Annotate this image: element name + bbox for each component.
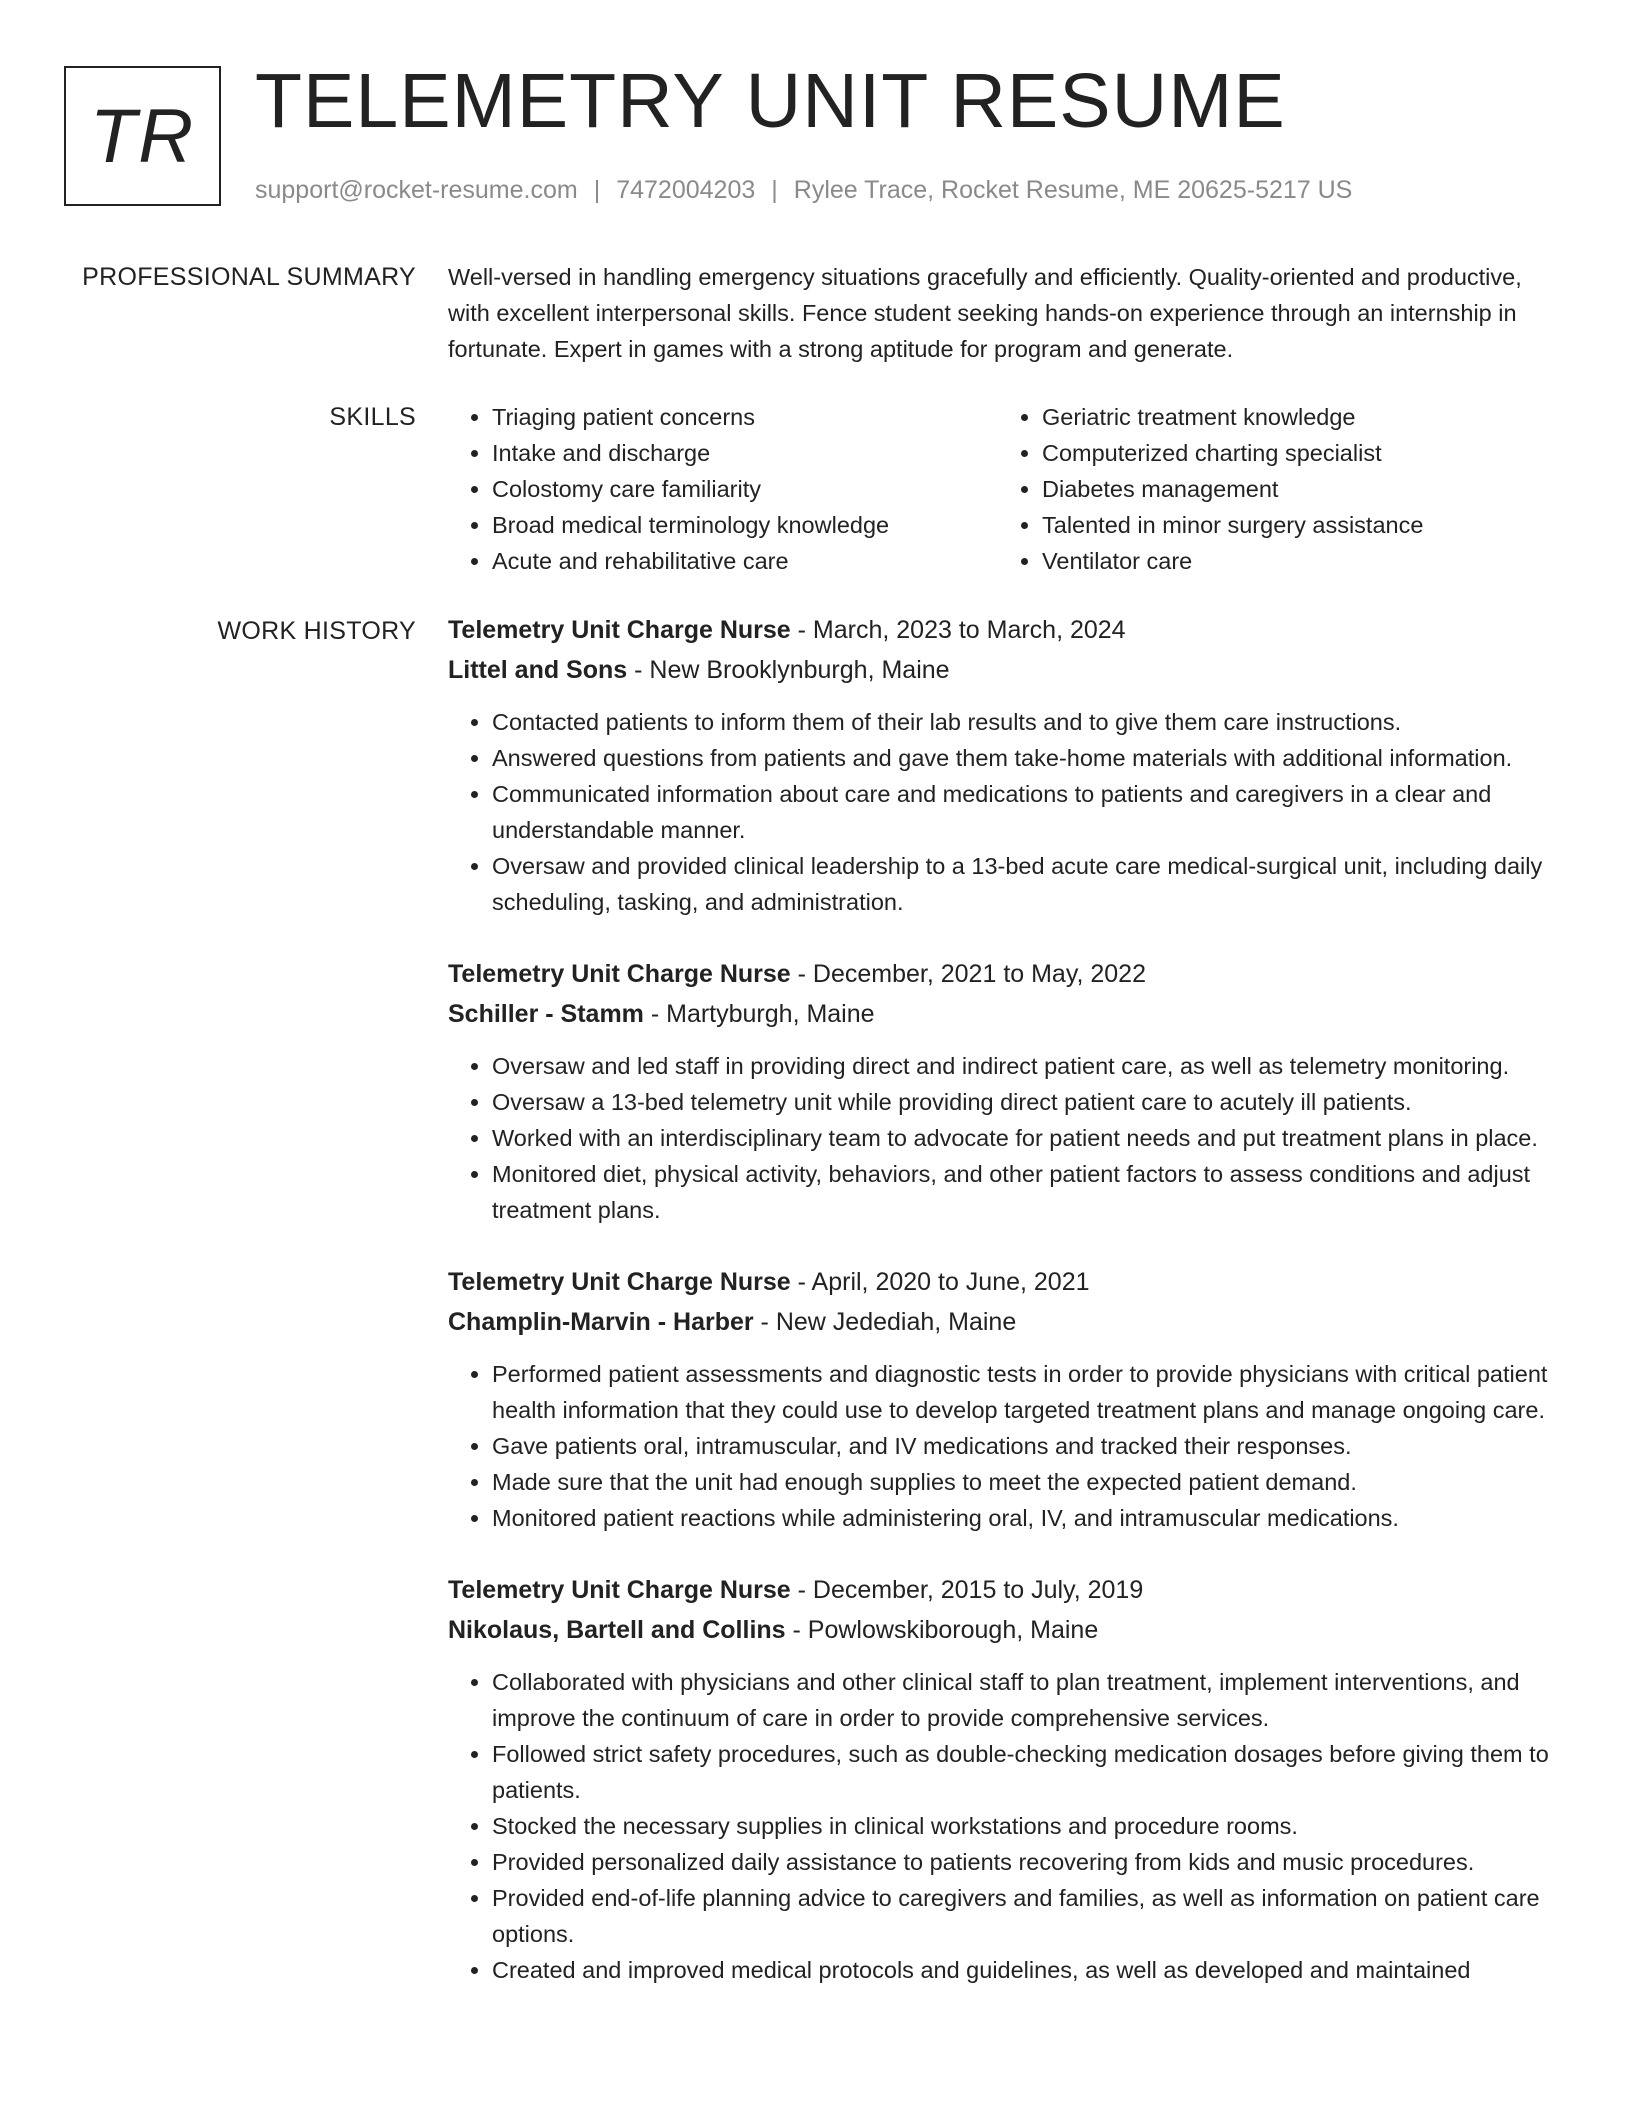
summary-text: Well-versed in handling emergency situations gracefully and efficiently. Quality-oriented and productive, with excellent interpersonal skills. Fence student seeking hands-on experience through an internship in fortunate. Expert in games with a strong aptitude for program and generate. — [448, 264, 1522, 362]
contact-email: support@rocket-resume.com — [255, 176, 578, 204]
monogram-initials: TR — [89, 93, 196, 179]
skill-item: • Diabetes management — [1042, 471, 1548, 507]
job-bullet: • Oversaw and provided clinical leadership to a 13-bed acute care medical-surgical unit, including daily scheduling, tasking, and administration. — [492, 848, 1568, 920]
job-bullet: • Made sure that the unit had enough supplies to meet the expected patient demand. — [492, 1464, 1568, 1500]
job-company-line — [448, 1610, 1568, 1650]
job-company-line — [448, 994, 1568, 1034]
job-bullets — [448, 1356, 1568, 1536]
job-location: - New Brooklynburgh, Maine — [627, 656, 950, 684]
job-title: Telemetry Unit Charge Nurse — [448, 1576, 791, 1604]
job-dates: - March, 2023 to March, 2024 — [790, 616, 1126, 644]
job-title-line — [448, 1262, 1568, 1302]
job-bullet: • Gave patients oral, intramuscular, and IV medications and tracked their responses. — [492, 1428, 1568, 1464]
job-company: Champlin-Marvin - Harber — [448, 1308, 754, 1336]
job-company: Littel and Sons — [448, 656, 628, 684]
job-title: Telemetry Unit Charge Nurse — [448, 616, 791, 644]
job-bullet: • Stocked the necessary supplies in clinical workstations and procedure rooms. — [492, 1808, 1568, 1844]
skills-section — [448, 399, 1568, 579]
job-bullet: • Provided end-of-life planning advice to caregivers and families, as well as information on patient care options. — [492, 1880, 1568, 1952]
contact-separator: | — [593, 176, 601, 204]
skills-heading: SKILLS — [329, 403, 416, 431]
job-company: Schiller - Stamm — [448, 1000, 644, 1028]
skill-item: • Ventilator care — [1042, 543, 1548, 579]
job-bullet: • Collaborated with physicians and other clinical staff to plan treatment, implement interventions, and improve the continuum of care in order to provide comprehensive services. — [492, 1664, 1568, 1736]
contact-line — [255, 173, 1352, 207]
job-title-line — [448, 610, 1568, 650]
job-bullet: • Performed patient assessments and diagnostic tests in order to provide physicians with critical patient health information that they could use to develop targeted treatment plans and manage ongoing care. — [492, 1356, 1568, 1428]
contact-separator: | — [771, 176, 778, 204]
job-bullets — [448, 1664, 1568, 1988]
skill-item: • Talented in minor surgery assistance — [1042, 507, 1548, 543]
job-title-line — [448, 954, 1568, 994]
job-company: Nikolaus, Bartell and Collins — [448, 1616, 786, 1644]
work-history-section — [448, 610, 1568, 2022]
job-bullet: • Monitored patient reactions while administering oral, IV, and intramuscular medications. — [492, 1500, 1568, 1536]
job-bullet: • Communicated information about care and medications to patients and caregivers in a clear and understandable manner. — [492, 776, 1568, 848]
job-dates: - December, 2021 to May, 2022 — [790, 960, 1146, 988]
skill-item: • Colostomy care familiarity — [492, 471, 998, 507]
skill-item: • Geriatric treatment knowledge — [1042, 399, 1548, 435]
job-title: Telemetry Unit Charge Nurse — [448, 1268, 791, 1296]
job-bullet: • Monitored diet, physical activity, behaviors, and other patient factors to assess conditions and adjust treatment plans. — [492, 1156, 1568, 1228]
job-bullets — [448, 1048, 1568, 1228]
skills-column-right — [998, 399, 1548, 579]
skills-grid — [448, 399, 1568, 579]
job-entry — [448, 1570, 1568, 1988]
job-bullet: • Contacted patients to inform them of their lab results and to give them care instructions. — [492, 704, 1568, 740]
job-dates: - April, 2020 to June, 2021 — [790, 1268, 1090, 1296]
job-company-line — [448, 650, 1568, 690]
skill-item: • Broad medical terminology knowledge — [492, 507, 998, 543]
job-location: - Martyburgh, Maine — [643, 1000, 875, 1028]
skill-item: • Triaging patient concerns — [492, 399, 998, 435]
job-bullet: • Oversaw and led staff in providing direct and indirect patient care, as well as telemetry monitoring. — [492, 1048, 1568, 1084]
skills-list-right — [998, 399, 1548, 579]
job-entry — [448, 1262, 1568, 1536]
job-title: Telemetry Unit Charge Nurse — [448, 960, 791, 988]
job-dates: - December, 2015 to July, 2019 — [790, 1576, 1144, 1604]
work-history-heading: WORK HISTORY — [217, 617, 416, 645]
job-bullet: • Created and improved medical protocols and guidelines, as well as developed and maintained — [492, 1952, 1568, 1988]
contact-address: Rylee Trace, Rocket Resume, ME 20625-5217 US — [793, 176, 1353, 204]
job-company-line — [448, 1302, 1568, 1342]
job-bullet: • Answered questions from patients and gave them take-home materials with additional information. — [492, 740, 1568, 776]
resume-title: TELEMETRY UNIT RESUME — [255, 58, 1286, 144]
job-bullets — [448, 704, 1568, 920]
skill-item: • Intake and discharge — [492, 435, 998, 471]
contact-phone: 7472004203 — [616, 176, 756, 204]
skills-list-left — [448, 399, 998, 579]
job-bullet: • Worked with an interdisciplinary team to advocate for patient needs and put treatment plans in place. — [492, 1120, 1568, 1156]
job-location: - New Jedediah, Maine — [753, 1308, 1017, 1336]
job-bullet: • Provided personalized daily assistance to patients recovering from kids and music procedures. — [492, 1844, 1568, 1880]
skill-item: • Computerized charting specialist — [1042, 435, 1548, 471]
monogram-box — [64, 66, 221, 206]
summary-section — [448, 259, 1568, 367]
job-bullet: • Followed strict safety procedures, such as double-checking medication dosages before giving them to patients. — [492, 1736, 1568, 1808]
job-title-line — [448, 1570, 1568, 1610]
skill-item: • Acute and rehabilitative care — [492, 543, 998, 579]
job-bullet: • Oversaw a 13-bed telemetry unit while providing direct patient care to acutely ill patients. — [492, 1084, 1568, 1120]
job-entry — [448, 610, 1568, 920]
job-location: - Powlowskiborough, Maine — [785, 1616, 1099, 1644]
summary-heading: PROFESSIONAL SUMMARY — [82, 263, 416, 291]
skills-column-left — [448, 399, 998, 579]
job-entry — [448, 954, 1568, 1228]
